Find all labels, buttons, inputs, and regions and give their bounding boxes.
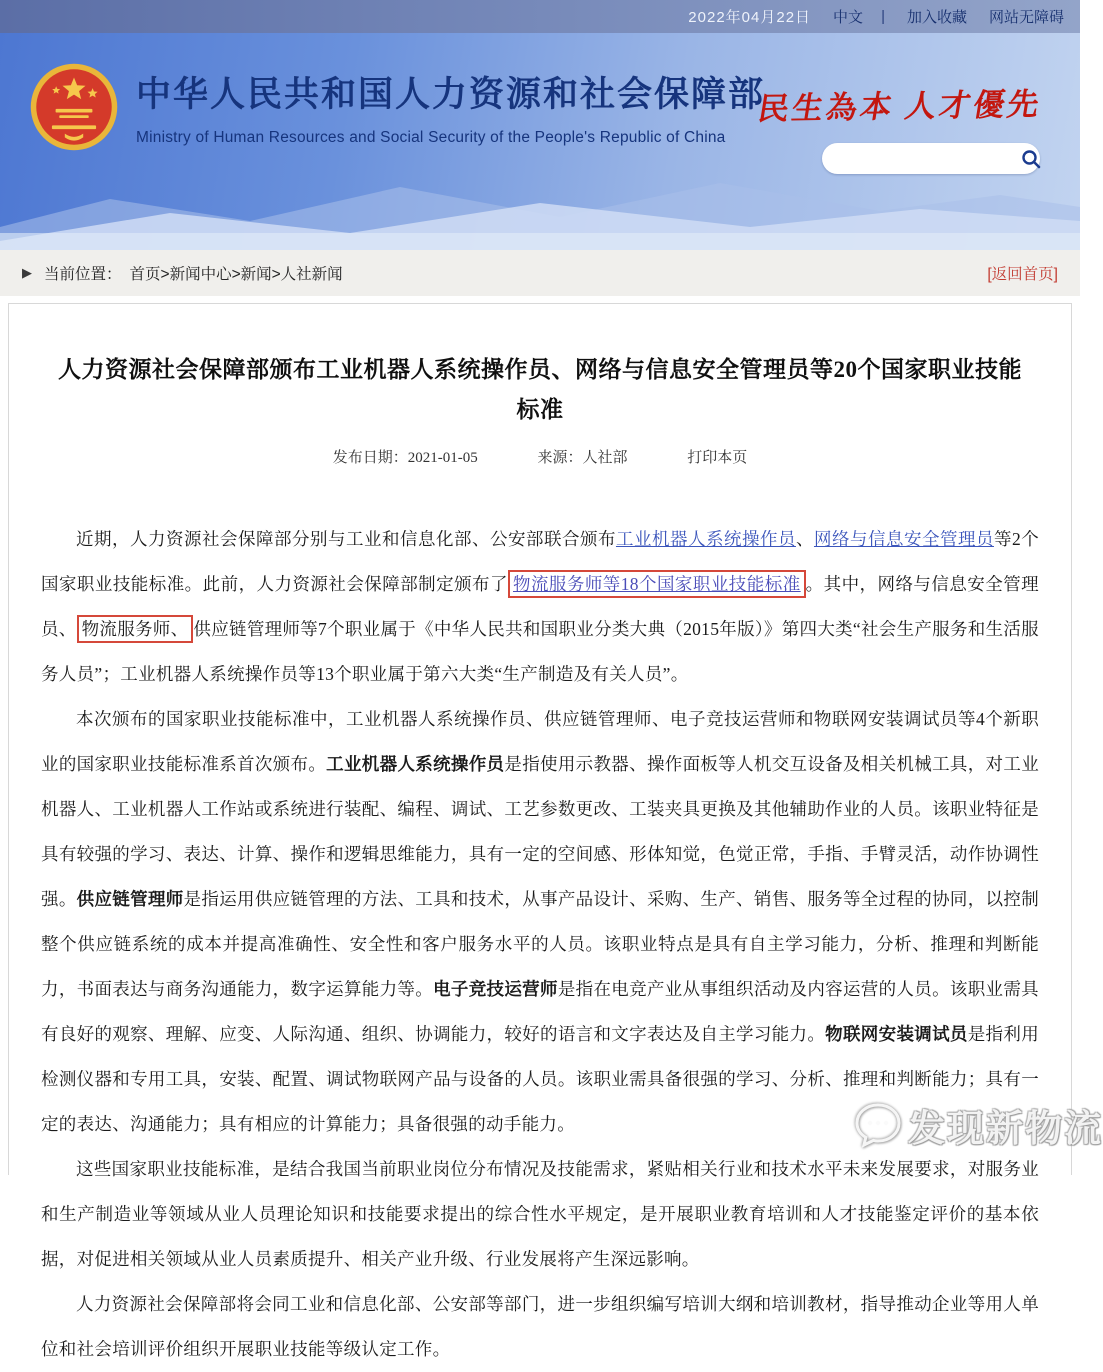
text-run: 供应链管理师等7个职业属于《中华人民共和国职业分类大典（2015年版）》第四大类“社会生产服务和生活服务人员”；工业机器人系统操作员等13个职业属于第六大类“生产制造及有关人员”。 bbox=[41, 619, 1039, 684]
text-run: 本次颁布的国家职业技能标准中，工业机器人系统操作员、供应链管理师、电子竞技运营师和物联网安装调试员等4个新职业的国家职业技能标准系首次颁布。 bbox=[41, 709, 1039, 774]
inline-link-annotated[interactable]: 物流服务师等18个国家职业技能标准 bbox=[508, 570, 806, 598]
article-paragraph bbox=[41, 517, 1039, 697]
add-favorite-link[interactable]: 加入收藏 bbox=[906, 9, 967, 26]
print-page-button[interactable]: 打印本页 bbox=[687, 450, 748, 466]
article-card bbox=[8, 303, 1072, 1359]
language-toggle[interactable]: 中文 bbox=[833, 9, 864, 26]
text-run: 。其中，网络与信息安全管理员、 bbox=[41, 574, 1039, 639]
breadcrumb-arrow-icon: ▶ bbox=[22, 265, 32, 280]
text-run: 是指在电竞产业从事组织活动及内容运营的人员。该职业需具有良好的观察、理解、应变、人际沟通、组织、协调能力，较好的语言和文字表达及自主学习能力。 bbox=[41, 979, 1039, 1044]
bold-term: 电子竞技运营师 bbox=[433, 979, 558, 999]
text-run: 近期，人力资源社会保障部分别与工业和信息化部、公安部联合颁布 bbox=[76, 529, 616, 549]
national-emblem bbox=[28, 57, 120, 157]
text-run: 、 bbox=[795, 529, 814, 549]
breadcrumb-bar bbox=[0, 250, 1080, 296]
divider: | bbox=[881, 8, 885, 25]
breadcrumb-label: 当前位置： bbox=[44, 266, 122, 283]
bold-term: 供应链管理师 bbox=[76, 889, 184, 909]
article-title: 人力资源社会保障部颁布工业机器人系统操作员、网络与信息安全管理员等20个国家职业技能标准 bbox=[58, 357, 1022, 422]
text-run: 是指利用检测仪器和专用工具，安装、配置、调试物联网产品与设备的人员。该职业需具备很强的学习、分析、推理和判断能力；具有一定的表达、沟通能力；具有相应的计算能力；具备很强的动手能力。 bbox=[41, 1024, 1039, 1134]
article-meta bbox=[41, 446, 1039, 467]
text-run: 人力资源社会保障部将会同工业和信息化部、公安部等部门，进一步组织编写培训大纲和培训教材，指导推动企业等用人单位和社会培训评价组织开展职业技能等级认定工作。 bbox=[41, 1294, 1039, 1359]
inline-link[interactable]: 工业机器人系统操作员 bbox=[615, 529, 796, 549]
publish-date: 发布日期：2021-01-05 bbox=[332, 450, 478, 466]
site-banner bbox=[0, 33, 1080, 250]
text-run: 这些国家职业技能标准，是结合我国当前职业岗位分布情况及技能需求，紧贴相关行业和技术水平未来发展要求，对服务业和生产制造业等领域从业人员理论知识和技能要求提出的综合性水平规定，是开展职业教育培训和人才技能鉴定评价的基本依据，对促进相关领域从业人员素质提升、相关产业升级、行业发展将产生深远影响。 bbox=[41, 1159, 1039, 1269]
ministry-title-en: Ministry of Human Resources and Social Security of the People's Republic of China bbox=[136, 129, 726, 146]
search-input[interactable] bbox=[836, 146, 1021, 172]
source: 来源：人社部 bbox=[537, 450, 628, 466]
slogan-calligraphy: 民生為本 人才優先 bbox=[755, 86, 1045, 127]
breadcrumb[interactable]: 首页>新闻中心>新闻>人社新闻 bbox=[129, 266, 343, 283]
annotation-highlight: 物流服务师、 bbox=[77, 615, 194, 643]
accessibility-link[interactable]: 网站无障碍 bbox=[988, 9, 1064, 26]
text-run: 是指运用供应链管理的方法、工具和技术，从事产品设计、采购、生产、销售、服务等全过程的协同，以控制整个供应链系统的成本并提高准确性、安全性和客户服务水平的人员。该职业特点是具有自主学习能力，分析、推理和判断能力，书面表达与商务沟通能力，数字运算能力等。 bbox=[41, 889, 1039, 999]
search-icon bbox=[1021, 149, 1041, 169]
article-paragraph bbox=[41, 697, 1039, 1147]
watermark-text: 发现新物流 bbox=[908, 1108, 1103, 1149]
article-body bbox=[41, 517, 1039, 1372]
article-paragraph bbox=[41, 1282, 1039, 1372]
text-run: 等2个国家职业技能标准。此前，人力资源社会保障部制定颁布了 bbox=[41, 529, 1040, 594]
article-paragraph bbox=[41, 1147, 1039, 1282]
bold-term: 物联网安装调试员 bbox=[825, 1024, 968, 1044]
text-run: 是指使用示教器、操作面板等人机交互设备及相关机械工具，对工业机器人、工业机器人工作站或系统进行装配、编程、调试、工艺参数更改、工装夹具更换及其他辅助作业的人员。该职业特征是具有较强的学习、表达、计算、操作和逻辑思维能力，具有一定的空间感、形体知觉，色觉正常，手指、手臂灵活，动作协调性强。 bbox=[41, 754, 1039, 909]
current-date: 2022年04月22日 bbox=[688, 9, 812, 26]
ministry-title-cn: 中华人民共和国人力资源和社会保障部 bbox=[136, 75, 766, 114]
search-button[interactable] bbox=[1021, 143, 1041, 174]
search-box bbox=[822, 143, 1040, 174]
inline-link[interactable]: 网络与信息安全管理员 bbox=[813, 529, 994, 549]
back-home-link[interactable]: [返回首页] bbox=[987, 266, 1058, 283]
bold-term: 工业机器人系统操作员 bbox=[326, 754, 505, 774]
top-utility-bar bbox=[0, 0, 1080, 33]
